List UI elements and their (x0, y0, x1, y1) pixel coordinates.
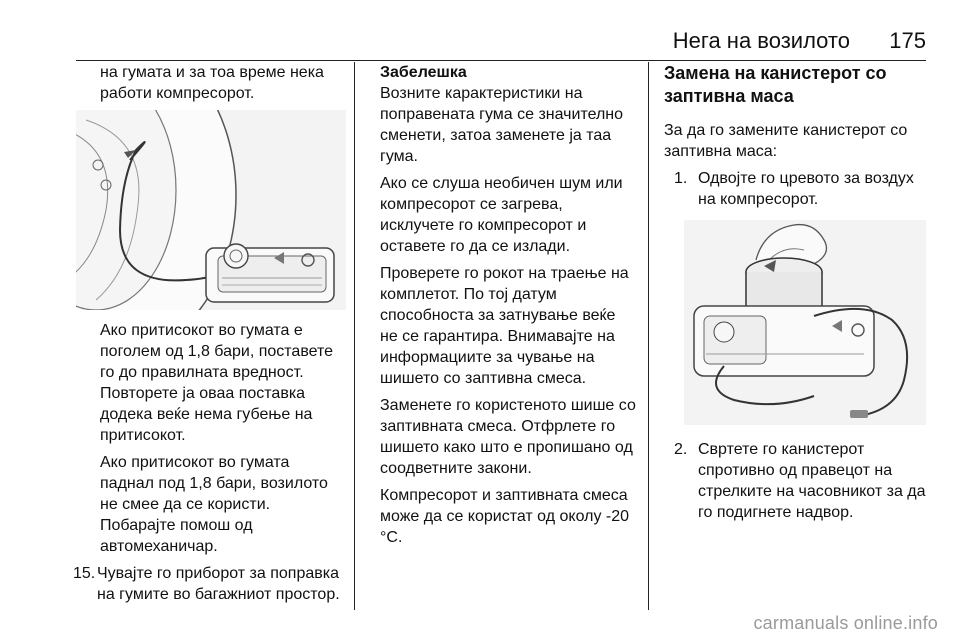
header-rule (76, 60, 926, 61)
col3-intro: За да го замените канистерот со заптивна маса: (664, 122, 908, 160)
section-heading: Замена на канистерот со заптивна маса (664, 63, 887, 106)
column-3 (664, 62, 926, 523)
column-divider-2 (648, 62, 649, 610)
note-title: Забелешка (380, 64, 467, 81)
col2-paragraph-4: Компресорот и заптивната смеса може да се користат од околу -20 °C. (380, 487, 630, 546)
step-1-text: Одвојте го цревото за воздух на компресорот. (698, 170, 914, 208)
step-15-number: 15. (73, 565, 96, 582)
step-2 (674, 439, 926, 523)
tire-compressor-illustration (76, 110, 346, 310)
column-divider-1 (354, 62, 355, 610)
note-block (380, 62, 636, 167)
page-number: 175 (889, 28, 926, 53)
page-title: Нега на возилото (672, 28, 850, 53)
step-2-text: Свртете го канистерот спротивно од правецот на стрелките на часовникот за да го подигнете надвор. (698, 441, 926, 521)
col1-intro: на гумата и за тоа време нека работи компресорот. (100, 64, 324, 102)
step-1 (674, 168, 926, 210)
column-2 (380, 62, 636, 554)
col2-paragraph-1: Ако се слуша необичен шум или компресорот се загрева, исклучете го компресорот и оставете го да се излади. (380, 175, 623, 255)
step-1-number: 1. (674, 170, 688, 187)
step-15-text: Чувајте го приборот за поправка на гумите во багажниот простор. (97, 565, 340, 603)
page-header (0, 18, 960, 58)
step-15 (73, 563, 346, 605)
canister-compressor-illustration (664, 220, 926, 425)
col1-paragraph-1: Ако притисокот во гумата е поголем од 1,8 бари, поставете го до правилната вредност. Повторете ја оваа поставка додека веќе нема губење на притисокот. (100, 322, 334, 444)
col2-paragraph-2: Проверете го рокот на траење на комплетот. По тој датум способноста за затнување веќе не се гарантира. Внимавајте на информациите за чување на шишето со заптивна смеса. (380, 265, 629, 387)
note-text: Возните карактеристики на поправената гума се значително сменети, затоа заменете ја таа гума. (380, 85, 624, 165)
col1-paragraph-2: Ако притисокот во гумата паднал под 1,8 бари, возилото не смее да се користи. Побарајте помош од автомеханичар. (100, 454, 328, 555)
step-2-number: 2. (674, 441, 688, 458)
column-1 (73, 62, 346, 605)
watermark: carmanuals online.info (753, 613, 938, 633)
col2-paragraph-3: Заменете го користеното шише со заптивната смеса. Отфрлете го шишето како што е пропишано од соодветните закони. (380, 397, 636, 477)
